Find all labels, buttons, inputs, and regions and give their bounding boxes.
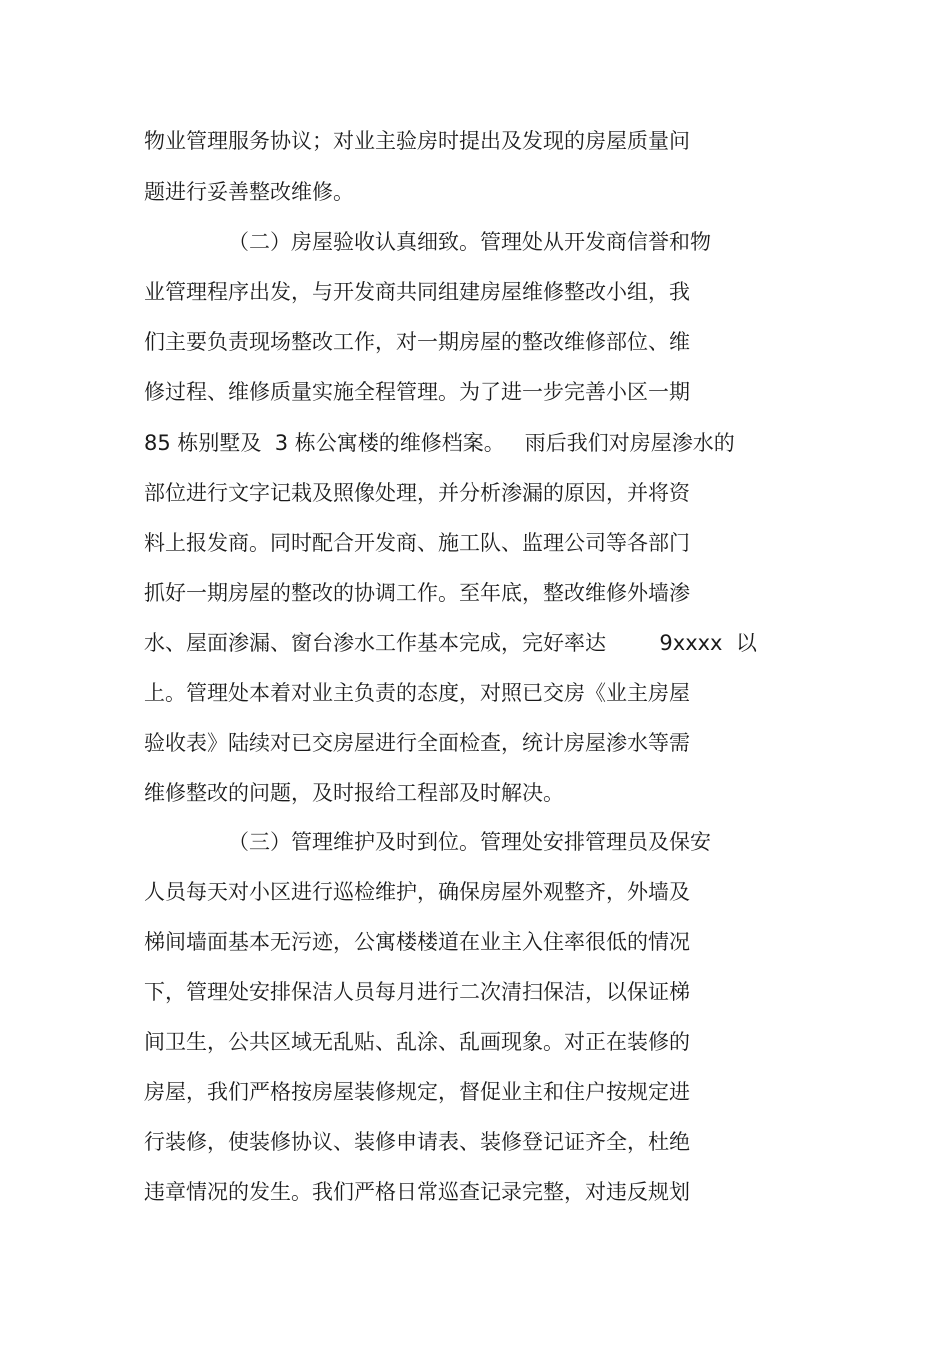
text-line: 间卫生，公共区域无乱贴、乱涂、乱画现象。对正在装修的 [144,1030,690,1054]
text-line: 抓好一期房屋的整改的协调工作。至年底，整改维修外墙渗 [144,581,690,605]
text-line: 梯间墙面基本无污迹，公寓楼楼道在业主入住率很低的情况 [144,930,690,954]
text-line: 上。管理处本着对业主负责的态度，对照已交房《业主房屋 [144,681,690,705]
text-line: 部位进行文字记栽及照像处理，并分析渗漏的原因，并将资 [144,481,690,505]
text-line: 题进行妥善整改维修。 [144,180,354,204]
text-line: 房屋，我们严格按房屋装修规定，督促业主和住户按规定进 [144,1080,690,1104]
section-heading-line: （二）房屋验收认真细致。管理处从开发商信誉和物 [228,230,711,254]
text-line: 业管理程序出发，与开发商共同组建房屋维修整改小组，我 [144,280,690,304]
text-line: 维修整改的问题，及时报给工程部及时解决。 [144,781,564,805]
text-line: 行装修，使装修协议、装修申请表、装修登记证齐全，杜绝 [144,1130,690,1154]
section-heading-line: （三）管理维护及时到位。管理处安排管理员及保安 [228,830,711,854]
text-line: 料上报发商。同时配合开发商、施工队、监理公司等各部门 [144,531,690,555]
text-line: 水、屋面渗漏、窗台渗水工作基本完成，完好率达 9xxxx 以 [144,631,757,655]
text-line: 人员每天对小区进行巡检维护，确保房屋外观整齐，外墙及 [144,880,690,904]
text-line: 违章情况的发生。我们严格日常巡查记录完整，对违反规划 [144,1180,690,1204]
text-line: 下，管理处安排保洁人员每月进行二次清扫保洁，以保证梯 [144,980,690,1004]
text-line: 们主要负责现场整改工作，对一期房屋的整改维修部位、维 [144,330,690,354]
text-line: 验收表》陆续对已交房屋进行全面检查，统计房屋渗水等需 [144,731,690,755]
text-line: 85 栋别墅及 3 栋公寓楼的维修档案。 雨后我们对房屋渗水的 [144,431,735,455]
text-line: 修过程、维修质量实施全程管理。为了进一步完善小区一期 [144,380,690,404]
text-line: 物业管理服务协议；对业主验房时提出及发现的房屋质量问 [144,129,690,153]
